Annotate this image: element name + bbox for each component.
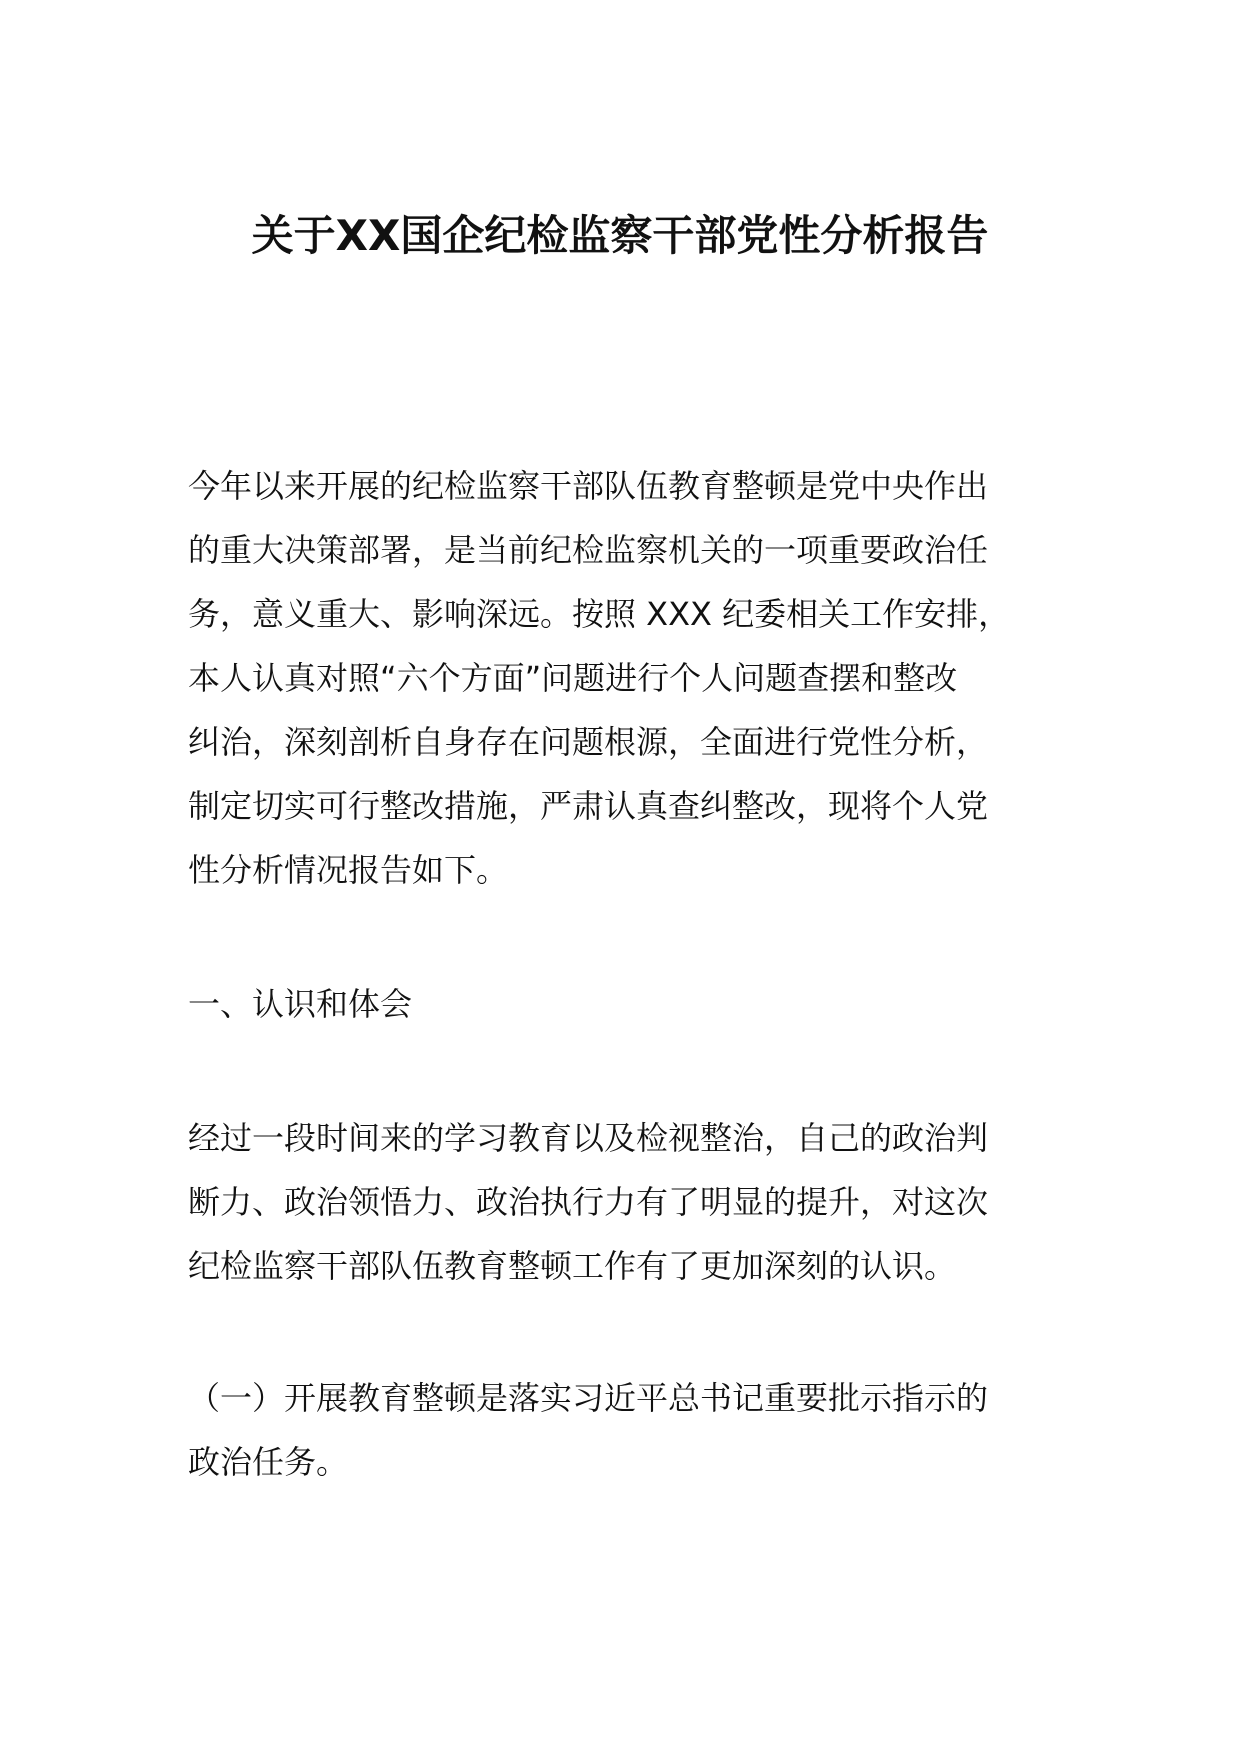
intro-paragraph [188, 454, 1068, 902]
heading-text: 一、认识和体会 [188, 985, 413, 1023]
text-line: 制定切实可行整改措施，严肃认真查纠整改，现将个人党 [188, 787, 989, 825]
text-line: 断力、政治领悟力、政治执行力有了明显的提升，对这次 [188, 1183, 989, 1221]
text-line: 政治任务。 [188, 1443, 349, 1481]
subheading-paragraph [188, 1366, 1068, 1494]
text-line: 性分析情况报告如下。 [188, 851, 509, 889]
body-paragraph [188, 1106, 1068, 1298]
text-line: 本人认真对照“六个方面”问题进行个人问题查摆和整改 [188, 659, 958, 697]
text-line: 务，意义重大、影响深远。按照 XXX 纪委相关工作安排， [188, 595, 1011, 633]
text-line: 纪检监察干部队伍教育整顿工作有了更加深刻的认识。 [188, 1247, 957, 1285]
document-title: 关于XX国企纪检监察干部党性分析报告 [251, 211, 989, 260]
text-line: 经过一段时间来的学习教育以及检视整治，自己的政治判 [188, 1119, 989, 1157]
text-line: 的重大决策部署，是当前纪检监察机关的一项重要政治任 [188, 531, 989, 569]
text-line: 纠治，深刻剖析自身存在问题根源，全面进行党性分析， [188, 723, 989, 761]
section-heading [188, 972, 1068, 1036]
text-line: 今年以来开展的纪检监察干部队伍教育整顿是党中央作出 [188, 467, 989, 505]
text-line: （一）开展教育整顿是落实习近平总书记重要批示指示的 [188, 1379, 989, 1417]
